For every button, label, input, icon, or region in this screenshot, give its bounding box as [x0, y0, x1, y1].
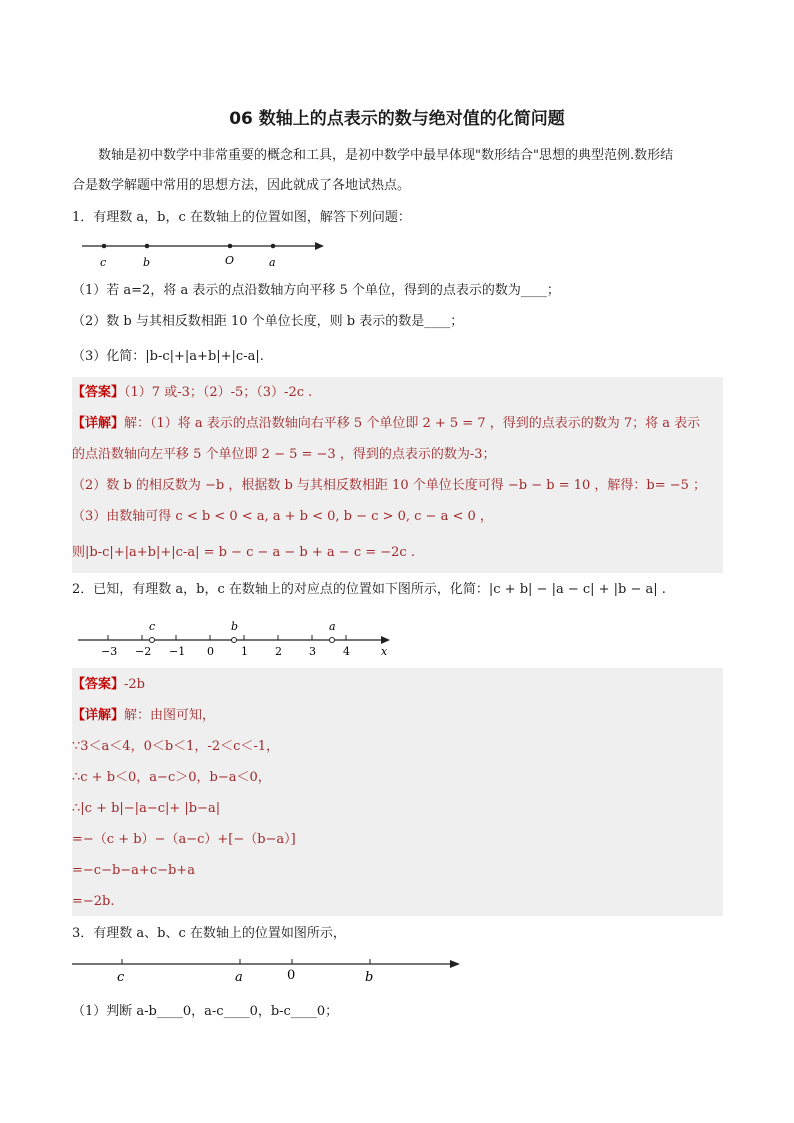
q2-tick-neg2: −2: [135, 645, 152, 658]
q2-detail-line-6: =−c−b−a+c−b+a: [72, 863, 195, 878]
q1-detail-line-3: （2）数 b 的相反数为 −b ，根据数 b 与其相反数相距 10 个单位长度可得 −b − b = 10 ，解得：b= −5 ；: [72, 478, 707, 493]
q1-part2: （2）数 b 与其相反数相距 10 个单位长度，则 b 表示的数是____；: [72, 314, 464, 329]
q3-label-0: 0: [287, 968, 296, 983]
q3-label-b: b: [365, 970, 374, 985]
q1-answer: （1）7 或-3；（2）-5；（3）-2c .: [124, 385, 313, 400]
q2-tick-4: 4: [343, 645, 350, 658]
q2-tick-0: 0: [207, 645, 214, 658]
q2-detail-tag: 【详解】: [72, 708, 125, 723]
q2-label-c: c: [149, 620, 156, 633]
q2-tick-1: 1: [241, 645, 248, 658]
q1-label-o: O: [225, 254, 235, 267]
intro-line-1: 数轴是初中数学中非常重要的概念和工具，是初中数学中最早体现"数形结合"思想的典型范例.数形结: [98, 148, 674, 163]
q2-tick-neg3: −3: [101, 645, 118, 658]
q2-axis-x: x: [381, 645, 388, 658]
q1-answer-line: [72, 384, 312, 402]
q3-label-c: c: [117, 970, 125, 985]
q1-number-line: [72, 232, 342, 274]
q1-detail-line-4: （3）由数轴可得 c < b < 0 < a, a + b < 0, b − c > 0, c − a < 0 ，: [72, 509, 493, 524]
q2-detail-line-3: ∴c + b＜0，a−c＞0，b−a＜0，: [72, 770, 271, 785]
q2-answer: -2b: [124, 677, 146, 692]
q1-label-a: a: [269, 256, 276, 269]
q2-detail-line-5: =−（c + b）−（a−c）+[−（b−a）]: [72, 832, 296, 847]
q2-answer-line: [72, 676, 145, 694]
q2-stem: 2．已知，有理数 a，b，c 在数轴上的对应点的位置如下图所示，化简：|c + b| − |a − c| + |b − a| .: [72, 582, 666, 597]
page-title: 06 数轴上的点表示的数与绝对值的化简问题: [229, 109, 565, 129]
q1-detail-line-1: [72, 415, 700, 433]
intro-line-2: 合是数学解题中常用的思想方法，因此就成了各地试热点。: [72, 178, 411, 193]
q3-number-line: [72, 953, 472, 989]
q1-stem: 1．有理数 a，b，c 在数轴上的位置如图，解答下列问题：: [72, 210, 411, 225]
q2-tick-2: 2: [275, 645, 282, 658]
q1-detail-line-2: 的点沿数轴向左平移 5 个单位即 2 − 5 = −3 ，得到的点表示的数为-3；: [72, 447, 496, 462]
q3-label-a: a: [235, 970, 243, 985]
q2-tick-neg1: −1: [169, 645, 186, 658]
q1-detail-text-1: 解：（1）将 a 表示的点沿数轴向右平移 5 个单位即 2 + 5 = 7 ，得到的点表示的数为 7；将 a 表示: [124, 416, 701, 431]
q2-answer-tag: 【答案】: [72, 677, 125, 692]
q2-detail-text-1: 解：由图可知，: [124, 708, 216, 723]
q2-tick-3: 3: [309, 645, 316, 658]
q3-part1: （1）判断 a-b____0，a-c____0，b-c____0；: [72, 1004, 339, 1019]
q1-part1: （1）若 a=2，将 a 表示的点沿数轴方向平移 5 个单位，得到的点表示的数为____；: [72, 283, 560, 298]
q1-answer-tag: 【答案】: [72, 385, 125, 400]
q2-detail-line-1: [72, 707, 215, 725]
q3-stem: 3．有理数 a、b、c 在数轴上的位置如图所示，: [72, 926, 346, 941]
q1-part3: （3）化简：|b-c|+|a+b|+|c-a|.: [72, 349, 264, 364]
q2-detail-line-7: =−2b.: [72, 894, 115, 909]
q2-label-a: a: [329, 620, 336, 633]
q2-detail-line-2: ∵3＜a＜4，0＜b＜1，-2＜c＜-1，: [72, 739, 280, 754]
q1-label-b: b: [143, 256, 151, 269]
q1-detail-tag: 【详解】: [72, 416, 125, 431]
q1-label-c: c: [100, 256, 107, 269]
q2-number-line: [72, 614, 402, 660]
q2-detail-line-4: ∴|c + b|−|a−c|+ |b−a|: [72, 801, 221, 816]
q1-detail-line-5: 则|b-c|+|a+b|+|c-a| = b − c − a − b + a − c = −2c .: [72, 545, 415, 560]
q2-label-b: b: [231, 620, 239, 633]
